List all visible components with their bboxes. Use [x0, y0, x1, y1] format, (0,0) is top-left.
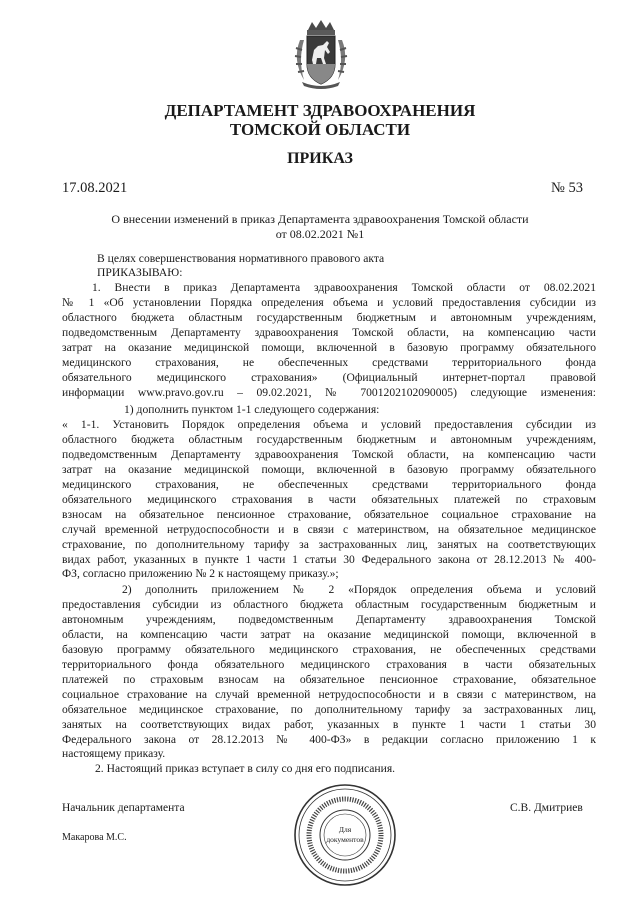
item-2-line: занятых на соответствующих видах работ, указанных в пункте 1 части 1 статьи 30: [62, 718, 596, 731]
order-keyword: ПРИКАЗЫВАЮ:: [97, 266, 183, 279]
item-1-line: областного бюджета областным государственным бюджетным и автономным учреждениям,: [62, 311, 596, 324]
quoted-clause-line: взносам на обязательное пенсионное страхование, обязательное социальное страхование на: [62, 508, 596, 521]
document-type: ПРИКАЗ: [287, 150, 353, 167]
document-date: 17.08.2021: [62, 180, 128, 196]
department-name-line-2: ТОМСКОЙ ОБЛАСТИ: [229, 120, 411, 139]
item-3-line: 2. Настоящий приказ вступает в силу со дня его подписания.: [95, 762, 396, 775]
quoted-clause-line: « 1-1. Установить Порядок определения объема и условий предоставления субсидии из: [62, 418, 596, 431]
quoted-clause-line: областного бюджета областным государственным бюджетным и автономным учреждениям,: [62, 433, 596, 446]
quoted-clause-line: случай временной нетрудоспособности и в связи с материнством, на обязательное медицинское: [62, 523, 596, 536]
item-2-line: предоставления субсидии из областного бюджета областным государственным бюджетным и: [62, 598, 596, 611]
item-2-line: настоящему приказу.: [62, 747, 166, 760]
document-subject-line-2: от 08.02.2021 №1: [275, 227, 365, 241]
item-1-1-heading: 1) дополнить пунктом 1-1 следующего содержания:: [124, 403, 380, 416]
quoted-clause-line: медицинского страхования, не обеспеченных средствами территориального фонда: [62, 478, 596, 491]
item-1-line: 1. Внести в приказ Департамента здравоохранения Томской области от 08.02.2021: [92, 281, 596, 294]
item-2-line: социальное страхование на случай временной нетрудоспособности и в связи с материнством, на: [62, 688, 596, 701]
item-2-line: обязательное медицинское страхование, по дополнительному тарифу за застрахованных лиц,: [62, 703, 596, 716]
quoted-clause-line: затрат на оказание медицинской помощи, включенной в базовую программу обязательного: [62, 463, 596, 476]
item-2-line: территориального фонда обязательного медицинского страхования в части обязательных: [62, 658, 596, 671]
item-1-line: медицинского страхования, не обеспеченных средствами территориального фонда: [62, 356, 596, 369]
item-1-line: информации www.pravo.gov.ru – 09.02.2021, № 7001202102090005) следующие изменения:: [62, 386, 596, 399]
executor-name: Макарова М.С.: [62, 832, 127, 843]
quoted-clause-line: страхование, по дополнительному тарифу за застрахованных лиц, занятых на соответствующих: [62, 538, 596, 551]
document-number: № 53: [551, 180, 583, 196]
item-2-line: 2) дополнить приложением № 2 «Порядок определения объема и условий: [122, 583, 596, 596]
item-2-line: платежей по страховым взносам на обязательное пенсионное страхование, обязательное: [62, 673, 596, 686]
quoted-clause-line: ФЗ, согласно приложению № 2 к настоящему приказу.»;: [62, 567, 339, 580]
item-1-line: подведомственным Департаменту здравоохранения Томской области, на компенсацию части: [62, 326, 596, 339]
item-2-line: Федерального закона от 28.12.2013 № 400-ФЗ» в редакции согласно приложению 1 к: [62, 733, 596, 746]
item-2-line: базовую программу обязательного медицинского страхования, не обеспеченных средствами: [62, 643, 596, 656]
seal-center-line-2: документов: [326, 835, 364, 844]
signer-position: Начальник департамента: [62, 802, 185, 814]
tomsk-region-coat-of-arms: [290, 20, 352, 90]
signer-name: С.В. Дмитриев: [510, 802, 583, 814]
official-seal: [292, 782, 398, 888]
item-1-line: обязательного медицинского страхования» (Официальный интернет-портал правовой: [62, 371, 596, 384]
item-2-line: автономным учреждениям, подведомственным Департаменту здравоохранения Томской: [62, 613, 596, 626]
quoted-clause-line: видах работ, указанных в пункте 1 части 1 статьи 30 Федерального закона от 28.12.2013 № 400-: [62, 553, 596, 566]
item-1-line: затрат на оказание медицинской помощи, включенной в базовую программу обязательного: [62, 341, 596, 354]
document-subject-line-1: О внесении изменений в приказ Департамента здравоохранения Томской области: [111, 212, 529, 226]
quoted-clause-line: подведомственным Департаменту здравоохранения Томской области, на компенсацию части: [62, 448, 596, 461]
preamble-line: В целях совершенствования нормативного правового акта: [97, 252, 385, 265]
seal-center-line-1: Для: [338, 825, 352, 834]
item-1-line: № 1 «Об установлении Порядка определения объема и условий предоставления субсидии из: [62, 296, 596, 309]
department-name-line-1: ДЕПАРТАМЕНТ ЗДРАВООХРАНЕНИЯ: [164, 101, 476, 120]
quoted-clause-line: обязательного медицинского страхования в части обязательных платежей по страховым: [62, 493, 596, 506]
item-2-line: области, на компенсацию части затрат на оказание медицинской помощи, включенной в: [62, 628, 596, 641]
